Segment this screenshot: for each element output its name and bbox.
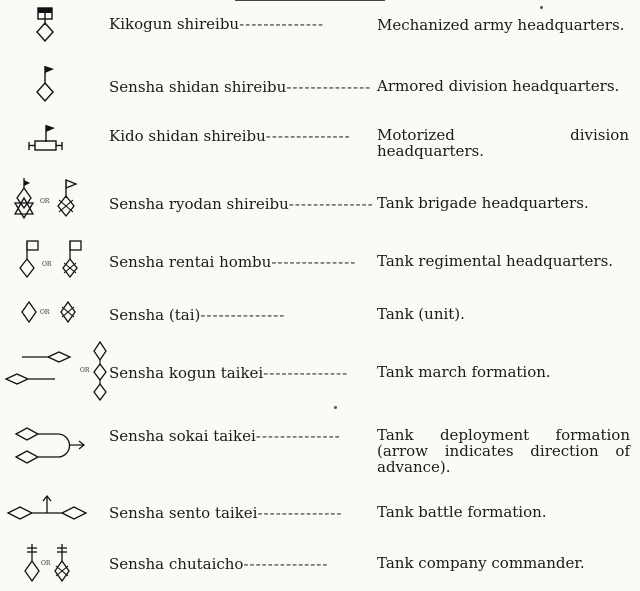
- meaning-text: Tank (unit).: [377, 305, 465, 323]
- term-text: Sensha sento taikei--------------: [109, 504, 343, 522]
- meaning-text: Tank company commander.: [377, 554, 585, 572]
- motorized-division-hq-icon: [0, 122, 108, 162]
- tank-brigade-hq-icon: [0, 176, 108, 226]
- term-text: Sensha sokai taikei--------------: [109, 427, 341, 445]
- print-speck: [334, 406, 337, 409]
- term-text: Sensha chutaicho--------------: [109, 555, 329, 573]
- meaning-text: Tank deployment formation (arrow indicates direction of advance).: [377, 426, 630, 476]
- tank-battle-formation-icon: [0, 492, 108, 532]
- meaning-text: Mechanized army headquarters.: [377, 16, 625, 34]
- tank-regimental-hq-icon: [0, 239, 108, 285]
- meaning-text: Tank regimental headquarters.: [377, 252, 614, 270]
- armored-division-hq-icon: [0, 62, 108, 106]
- meaning-text: Tank battle formation.: [377, 503, 547, 521]
- meaning-text: Armored division headquarters.: [377, 77, 620, 95]
- or-label: OR: [41, 560, 51, 567]
- tank-unit-icon: [0, 298, 108, 330]
- or-label: OR: [42, 261, 52, 268]
- term-text: Sensha rentai hombu--------------: [109, 253, 357, 271]
- or-label: OR: [40, 198, 50, 205]
- or-label: OR: [40, 309, 50, 316]
- meaning-text: Tank brigade headquarters.: [377, 194, 589, 212]
- term-text: Sensha ryodan shireibu--------------: [109, 195, 374, 213]
- tank-deployment-formation-icon: [0, 420, 108, 472]
- meaning-text: Tank march formation.: [377, 363, 551, 381]
- term-text: Sensha kogun taikei--------------: [109, 364, 349, 382]
- or-label: OR: [80, 367, 90, 374]
- term-text: Kido shidan shireibu--------------: [109, 127, 351, 145]
- mechanized-army-hq-icon: [0, 5, 108, 45]
- term-text: Sensha (tai)--------------: [109, 306, 286, 324]
- tank-company-commander-icon: [0, 541, 108, 589]
- print-speck: [540, 6, 543, 9]
- term-text: Kikogun shireibu--------------: [109, 15, 325, 33]
- tank-march-formation-icon: [0, 338, 108, 404]
- top-rule: [235, 0, 385, 1]
- term-text: Sensha shidan shireibu--------------: [109, 78, 372, 96]
- meaning-text: Motorized division headquarters.: [377, 126, 629, 160]
